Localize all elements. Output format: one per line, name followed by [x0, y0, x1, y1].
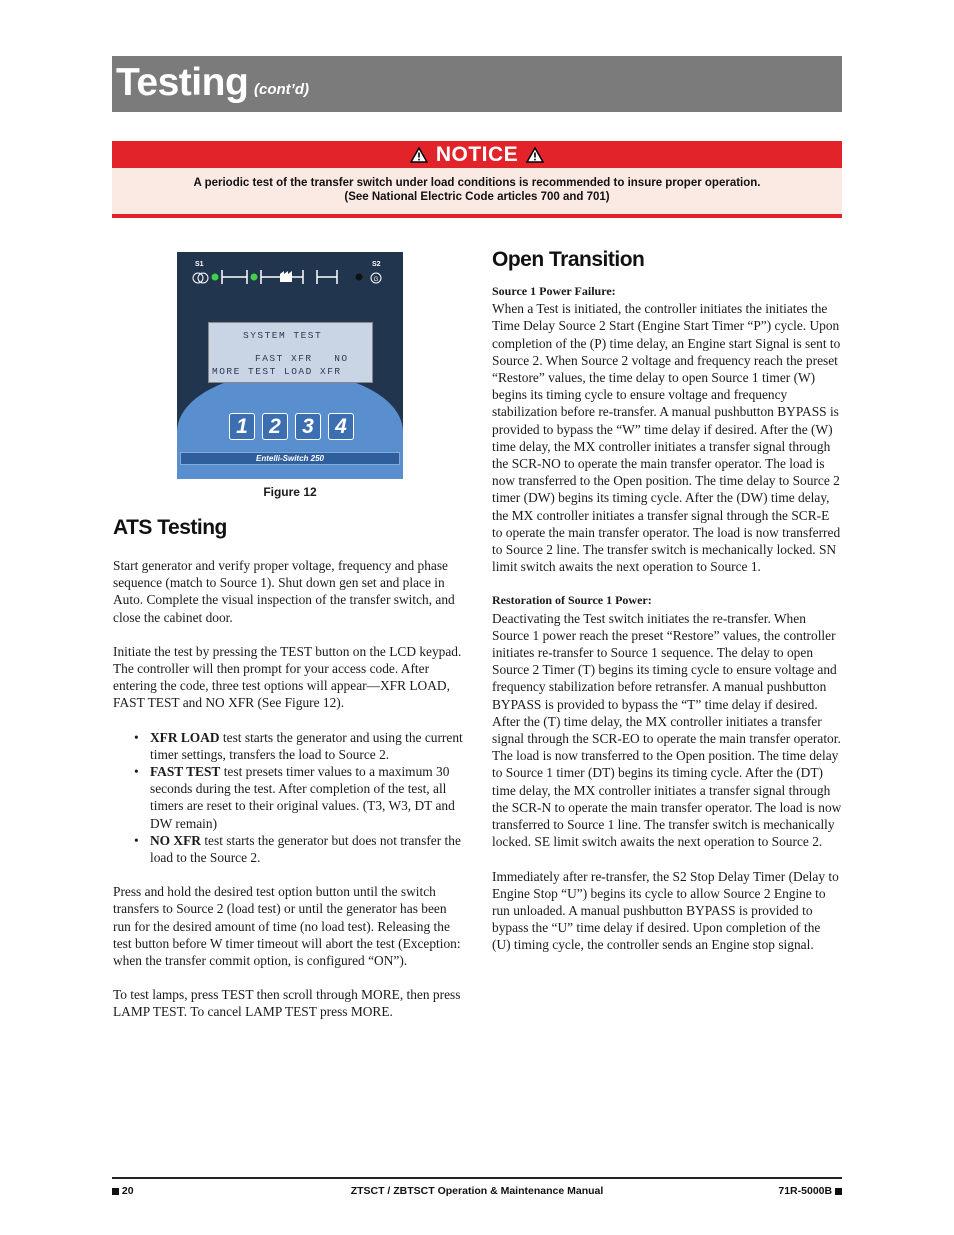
doc-number: 71R-5000B	[778, 1185, 833, 1197]
notice-label: NOTICE	[435, 142, 519, 166]
footer-title: ZTSCT / ZBTSCT Operation & Maintenance Manual	[350, 1185, 604, 1197]
option-term: FAST TEST	[150, 764, 221, 780]
list-item	[150, 763, 463, 832]
test-options-list	[113, 729, 463, 867]
factory-load-icon	[280, 271, 292, 282]
subheading-source1-restoration: Restoration of Source 1 Power:	[492, 593, 652, 608]
left-paragraph-1: Start generator and verify proper voltage, frequency and phase sequence (match to Source 1). Shut down gen set and place in Auto. Complete the visual inspection of the transfer switch, and close the cabinet door.	[113, 558, 455, 625]
left-paragraph-2: Initiate the test by pressing the TEST button on the LCD keypad. The controller will then prompt for your access code. After entering the code, three test options will appear—XFR LOAD, FAST TEST and NO XFR (See Figure 12).	[113, 643, 462, 711]
controller-panel-figure	[177, 252, 403, 479]
notice-text	[112, 176, 842, 204]
s1-green-lamp	[212, 274, 219, 281]
notice-bar	[112, 141, 842, 168]
open-transition-heading: Open Transition	[492, 248, 645, 271]
svg-text:G: G	[373, 277, 379, 283]
key-1[interactable]: 1	[229, 413, 255, 440]
warning-icon	[410, 147, 428, 163]
figure-caption: Figure 12	[263, 485, 317, 499]
ats-testing-heading: ATS Testing	[113, 516, 227, 539]
lcd-line-3: MORE TEST LOAD XFR	[212, 366, 342, 377]
lcd-line-2: FAST XFR NO	[255, 353, 349, 364]
right-column	[492, 283, 842, 954]
right-paragraph-1: When a Test is initiated, the controller initiates the initiates the Time Delay Source 2 Start (Engine Start Timer “P”) cycle. Upon completion of the (P) time delay, an Engine start Signal is sent to Source 2. When Source 2 voltage and frequency reach the preset “Restore” values, the time delay to open Source 1 timer (W) begins its timing cycle to ensure voltage and frequency stabilization before re-transfer. A manual pushbutton BYPASS is provided to bypass the “W” time delay if desired. After the (W) time delay, the MX controller initiates a transfer signal through the SCR-NO to operate the main transfer operator. The load is now transferred to the Open position. The time delay to Source 2 timer (DW) begins its timing cycle. After the (DW) time delay, the MX controller initiates a transfer signal through the SCR-E to operate the main transfer operator. The load is now transferred to Source 2 line. The transfer switch is mechanically locked. SN limit switch awaits the next operation to Source 1.	[492, 301, 841, 575]
notice-box	[112, 141, 842, 218]
s2-label: S2	[372, 261, 381, 268]
subheading-source1-failure: Source 1 Power Failure:	[492, 284, 616, 298]
square-bullet-icon	[835, 1188, 842, 1195]
source-status-diagram	[177, 266, 403, 292]
left-column	[113, 557, 463, 1021]
notice-line-2: (See National Electric Code articles 700 and 701)	[344, 191, 610, 203]
page-number: 20	[121, 1185, 134, 1197]
list-item	[150, 729, 463, 763]
model-label: Entelli-Switch 250	[180, 452, 400, 465]
page-subtitle: (cont’d)	[254, 81, 309, 98]
left-paragraph-4: To test lamps, press TEST then scroll through MORE, then press LAMP TEST. To cancel LAMP TEST press MORE.	[113, 987, 461, 1020]
notice-line-1: A periodic test of the transfer switch under load conditions is recommended to insure proper operation.	[193, 177, 761, 189]
key-4[interactable]: 4	[328, 413, 354, 440]
option-desc: test presets timer values to a maximum 30 seconds during the test. After completion of the test, all timers are reset to their original values. (T3, W3, DT and DW remain)	[150, 764, 455, 831]
left-paragraph-3: Press and hold the desired test option button until the switch transfers to Source 2 (load test) or until the generator has been run for the desired amount of time (no load test). Releasing the test button before W timer timeout will abort the test (Exception: when the transfer commit option, is configured “ON”).	[113, 884, 461, 969]
right-paragraph-3: Immediately after re-transfer, the S2 Stop Delay Timer (Delay to Engine Stop “U”) begins its cycle to allow Source 2 Engine to run unloaded. A manual pushbutton BYPASS is provided to bypass the “U” time delay if desired. Upon completion of the (U) timing cycle, the controller sends an Engine stop signal.	[492, 868, 839, 953]
footer-rule	[112, 1177, 842, 1179]
lcd-line-1: SYSTEM TEST	[243, 330, 323, 341]
s2-black-lamp	[356, 274, 363, 281]
right-paragraph-2: Deactivating the Test switch initiates the re-transfer. When Source 1 power reach the preset “Restore” values, the controller initiates re-transfer to Source 1 sequence. The delay to open Source 2 Timer (T) begins its timing cycle to ensure voltage and frequency stabilization before retransfer. A manual pushbutton BYPASS is provided to bypass the “T” time delay if desired. After the (T) time delay, the MX controller initiates a transfer signal through the SCR-EO to operate the main transfer operator. The load is now transferred to the Open position. The time delay to Source 1 timer (DT) begins its timing cycle. After the (DT) time delay, the MX controller initiates a transfer signal through the SCR-N to operate the main transfer operator. The load is now transferred to Source 1 line. The transfer switch is mechanically locked. SE limit switch awaits the next operation to Source 2.	[492, 610, 842, 850]
key-3[interactable]: 3	[295, 413, 321, 440]
footer-doc	[778, 1185, 842, 1197]
warning-icon	[526, 147, 544, 163]
option-desc: test starts the generator and using the current timer settings, transfers the load to Source 2.	[150, 729, 463, 762]
option-term: NO XFR	[150, 832, 201, 848]
load-green-lamp	[251, 274, 258, 281]
page-title: Testing	[116, 61, 249, 104]
option-desc: test starts the generator but does not transfer the load to the Source 2.	[150, 832, 461, 866]
lcd-display	[208, 322, 373, 383]
s1-label: S1	[195, 261, 204, 268]
page-header	[112, 56, 842, 112]
key-2[interactable]: 2	[262, 413, 288, 440]
keypad	[229, 413, 354, 440]
list-item	[150, 832, 463, 866]
option-term: XFR LOAD	[150, 729, 220, 745]
